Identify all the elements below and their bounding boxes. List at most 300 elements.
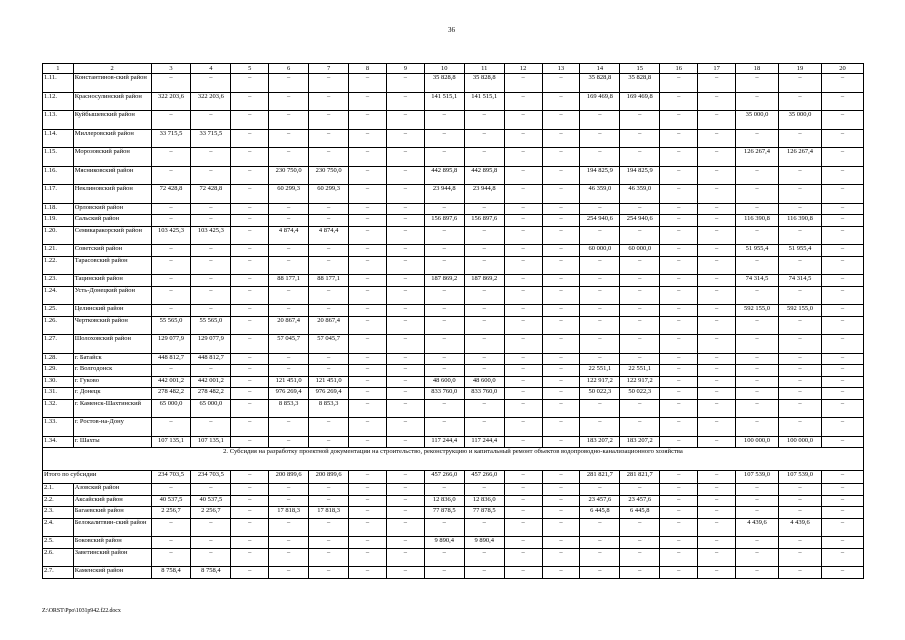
value-cell: 194 825,9 bbox=[580, 166, 620, 185]
value-cell: 117 244,4 bbox=[424, 436, 464, 448]
value-cell: – bbox=[620, 335, 660, 354]
row-number: 1.32. bbox=[43, 399, 74, 418]
value-cell: – bbox=[821, 275, 863, 287]
row-number: 1.11. bbox=[43, 74, 74, 93]
value-cell: – bbox=[386, 129, 424, 148]
value-cell: – bbox=[309, 256, 349, 275]
value-cell: – bbox=[736, 548, 779, 567]
table-row bbox=[43, 74, 864, 93]
value-cell: 169 469,8 bbox=[580, 92, 620, 111]
value-cell: – bbox=[309, 418, 349, 437]
value-cell: – bbox=[542, 74, 580, 93]
value-cell: – bbox=[424, 245, 464, 257]
value-cell: – bbox=[464, 418, 504, 437]
district-name: Аксайский район bbox=[73, 495, 151, 507]
value-cell: – bbox=[580, 537, 620, 549]
value-cell: – bbox=[542, 548, 580, 567]
value-cell: – bbox=[542, 226, 580, 245]
value-cell: 60 000,0 bbox=[620, 245, 660, 257]
value-cell: – bbox=[269, 256, 309, 275]
value-cell: 442 001,2 bbox=[151, 376, 191, 388]
value-cell: – bbox=[309, 129, 349, 148]
value-cell: 23 457,6 bbox=[620, 495, 660, 507]
value-cell: 51 955,4 bbox=[736, 245, 779, 257]
value-cell: – bbox=[698, 537, 736, 549]
value-cell: 9 890,4 bbox=[424, 537, 464, 549]
value-cell: – bbox=[349, 215, 387, 227]
value-cell: 122 917,2 bbox=[580, 376, 620, 388]
value-cell: – bbox=[504, 74, 542, 93]
value-cell: – bbox=[231, 537, 269, 549]
district-name: Неклиновский район bbox=[73, 185, 151, 204]
value-cell: – bbox=[504, 507, 542, 519]
value-cell: 22 551,1 bbox=[620, 365, 660, 377]
value-cell: – bbox=[504, 399, 542, 418]
value-cell: – bbox=[151, 148, 191, 167]
value-cell: 8 853,3 bbox=[309, 399, 349, 418]
value-cell: – bbox=[504, 148, 542, 167]
value-cell: – bbox=[151, 245, 191, 257]
value-cell: – bbox=[424, 353, 464, 365]
district-name: г. Шахты bbox=[73, 436, 151, 448]
row-number: 1.33. bbox=[43, 418, 74, 437]
value-cell: – bbox=[464, 399, 504, 418]
value-cell: – bbox=[504, 185, 542, 204]
value-cell: – bbox=[821, 418, 863, 437]
row-number: 2.2. bbox=[43, 495, 74, 507]
value-cell: – bbox=[542, 484, 580, 496]
value-cell: – bbox=[580, 203, 620, 215]
footer-file-path: Z:\ORST\Ppo\1031p942.f22.docx bbox=[42, 608, 121, 614]
row-number: 1.28. bbox=[43, 353, 74, 365]
value-cell: – bbox=[309, 245, 349, 257]
value-cell: – bbox=[580, 353, 620, 365]
value-cell: – bbox=[269, 245, 309, 257]
row-number: 1.25. bbox=[43, 305, 74, 317]
value-cell: 6 445,8 bbox=[580, 507, 620, 519]
value-cell: – bbox=[736, 286, 779, 305]
column-number: 16 bbox=[660, 64, 698, 74]
value-cell: 194 825,9 bbox=[620, 166, 660, 185]
value-cell: – bbox=[821, 286, 863, 305]
row-number: 1.22. bbox=[43, 256, 74, 275]
value-cell: – bbox=[660, 226, 698, 245]
value-cell: – bbox=[660, 129, 698, 148]
value-cell: – bbox=[620, 286, 660, 305]
value-cell: – bbox=[542, 286, 580, 305]
value-cell: – bbox=[151, 484, 191, 496]
value-cell: – bbox=[504, 92, 542, 111]
value-cell: – bbox=[309, 353, 349, 365]
value-cell: – bbox=[191, 484, 231, 496]
value-cell: – bbox=[698, 484, 736, 496]
column-number: 7 bbox=[309, 64, 349, 74]
value-cell: 976 269,4 bbox=[269, 388, 309, 400]
value-cell: – bbox=[349, 92, 387, 111]
value-cell: – bbox=[231, 215, 269, 227]
value-cell: – bbox=[386, 548, 424, 567]
value-cell: – bbox=[349, 399, 387, 418]
row-number: 1.20. bbox=[43, 226, 74, 245]
value-cell: – bbox=[821, 537, 863, 549]
value-cell: 322 203,6 bbox=[191, 92, 231, 111]
value-cell: – bbox=[386, 484, 424, 496]
value-cell: – bbox=[151, 111, 191, 130]
value-cell: – bbox=[821, 376, 863, 388]
value-cell: – bbox=[464, 256, 504, 275]
value-cell: – bbox=[191, 148, 231, 167]
value-cell: – bbox=[231, 305, 269, 317]
value-cell: – bbox=[620, 256, 660, 275]
value-cell: 8 758,4 bbox=[191, 567, 231, 579]
value-cell: – bbox=[698, 518, 736, 537]
value-cell: – bbox=[504, 256, 542, 275]
value-cell: 33 715,5 bbox=[151, 129, 191, 148]
district-name: Советский район bbox=[73, 245, 151, 257]
value-cell: 442 895,8 bbox=[424, 166, 464, 185]
value-cell: – bbox=[736, 256, 779, 275]
row-number: 1.24. bbox=[43, 286, 74, 305]
value-cell: 169 469,8 bbox=[620, 92, 660, 111]
value-cell: – bbox=[269, 74, 309, 93]
value-cell: 187 869,2 bbox=[464, 275, 504, 287]
value-cell: – bbox=[386, 166, 424, 185]
value-cell: – bbox=[424, 518, 464, 537]
value-cell: – bbox=[191, 245, 231, 257]
value-cell: – bbox=[231, 418, 269, 437]
value-cell: – bbox=[349, 537, 387, 549]
value-cell: – bbox=[580, 226, 620, 245]
value-cell: – bbox=[231, 436, 269, 448]
value-cell: – bbox=[736, 567, 779, 579]
value-cell: – bbox=[424, 129, 464, 148]
value-cell: 46 359,0 bbox=[580, 185, 620, 204]
value-cell: 448 812,7 bbox=[191, 353, 231, 365]
value-cell: 51 955,4 bbox=[778, 245, 821, 257]
value-cell: – bbox=[736, 203, 779, 215]
value-cell: – bbox=[464, 148, 504, 167]
value-cell: – bbox=[504, 215, 542, 227]
value-cell: – bbox=[269, 418, 309, 437]
value-cell: – bbox=[660, 537, 698, 549]
value-cell: – bbox=[464, 245, 504, 257]
value-cell: 35 828,8 bbox=[424, 74, 464, 93]
value-cell: 442 895,8 bbox=[464, 166, 504, 185]
value-cell: – bbox=[424, 567, 464, 579]
value-cell: – bbox=[386, 226, 424, 245]
value-cell: – bbox=[424, 484, 464, 496]
value-cell: – bbox=[309, 92, 349, 111]
value-cell: – bbox=[504, 286, 542, 305]
value-cell: – bbox=[191, 286, 231, 305]
table-row bbox=[43, 275, 864, 287]
value-cell: 107 135,1 bbox=[191, 436, 231, 448]
row-number: 2.3. bbox=[43, 507, 74, 519]
value-cell: – bbox=[424, 286, 464, 305]
value-cell: – bbox=[821, 353, 863, 365]
value-cell: – bbox=[736, 74, 779, 93]
value-cell: 12 836,0 bbox=[464, 495, 504, 507]
value-cell: – bbox=[580, 548, 620, 567]
column-number-row bbox=[43, 64, 864, 74]
table-row bbox=[43, 436, 864, 448]
value-cell: – bbox=[821, 111, 863, 130]
value-cell: 141 515,1 bbox=[464, 92, 504, 111]
total-row bbox=[43, 471, 864, 484]
value-cell: – bbox=[660, 316, 698, 335]
value-cell: – bbox=[698, 399, 736, 418]
value-cell: – bbox=[151, 74, 191, 93]
value-cell: – bbox=[778, 537, 821, 549]
value-cell: – bbox=[821, 166, 863, 185]
value-cell: – bbox=[778, 507, 821, 519]
value-cell: – bbox=[231, 129, 269, 148]
value-cell: – bbox=[660, 507, 698, 519]
value-cell: – bbox=[349, 74, 387, 93]
value-cell: – bbox=[580, 316, 620, 335]
value-cell: – bbox=[821, 185, 863, 204]
total-value-cell: 234 703,5 bbox=[191, 471, 231, 484]
value-cell: 6 445,8 bbox=[620, 507, 660, 519]
value-cell: – bbox=[660, 215, 698, 227]
value-cell: 187 869,2 bbox=[424, 275, 464, 287]
section-heading-row bbox=[43, 448, 864, 471]
district-name: Азовский район bbox=[73, 484, 151, 496]
value-cell: – bbox=[309, 495, 349, 507]
column-number: 4 bbox=[191, 64, 231, 74]
value-cell: – bbox=[386, 256, 424, 275]
value-cell: – bbox=[580, 418, 620, 437]
value-cell: 55 565,0 bbox=[151, 316, 191, 335]
value-cell: – bbox=[349, 365, 387, 377]
value-cell: – bbox=[620, 148, 660, 167]
value-cell: – bbox=[151, 418, 191, 437]
value-cell: – bbox=[736, 335, 779, 354]
value-cell: – bbox=[231, 226, 269, 245]
value-cell: – bbox=[778, 166, 821, 185]
value-cell: – bbox=[424, 365, 464, 377]
value-cell: – bbox=[464, 111, 504, 130]
column-number: 15 bbox=[620, 64, 660, 74]
value-cell: – bbox=[349, 436, 387, 448]
value-cell: – bbox=[542, 245, 580, 257]
value-cell: – bbox=[386, 353, 424, 365]
value-cell: – bbox=[269, 305, 309, 317]
value-cell: 35 828,8 bbox=[464, 74, 504, 93]
value-cell: – bbox=[698, 129, 736, 148]
value-cell: – bbox=[698, 111, 736, 130]
district-name: Сальский район bbox=[73, 215, 151, 227]
column-number: 5 bbox=[231, 64, 269, 74]
table-row bbox=[43, 353, 864, 365]
value-cell: – bbox=[778, 286, 821, 305]
total-value-cell: – bbox=[542, 471, 580, 484]
value-cell: – bbox=[349, 148, 387, 167]
value-cell: – bbox=[736, 226, 779, 245]
value-cell: – bbox=[778, 418, 821, 437]
value-cell: 65 000,0 bbox=[191, 399, 231, 418]
value-cell: – bbox=[580, 567, 620, 579]
row-number: 1.15. bbox=[43, 148, 74, 167]
district-name: Орловский район bbox=[73, 203, 151, 215]
value-cell: 72 428,8 bbox=[151, 185, 191, 204]
value-cell: – bbox=[464, 226, 504, 245]
value-cell: – bbox=[349, 388, 387, 400]
value-cell: – bbox=[386, 495, 424, 507]
value-cell: – bbox=[736, 185, 779, 204]
value-cell: 55 565,0 bbox=[191, 316, 231, 335]
table-row bbox=[43, 166, 864, 185]
row-number: 1.21. bbox=[43, 245, 74, 257]
value-cell: – bbox=[309, 203, 349, 215]
value-cell: – bbox=[424, 399, 464, 418]
district-name: Боковский район bbox=[73, 537, 151, 549]
value-cell: 50 022,3 bbox=[580, 388, 620, 400]
value-cell: – bbox=[269, 548, 309, 567]
value-cell: – bbox=[778, 185, 821, 204]
value-cell: – bbox=[231, 166, 269, 185]
value-cell: – bbox=[821, 518, 863, 537]
value-cell: – bbox=[231, 316, 269, 335]
value-cell: 103 425,3 bbox=[151, 226, 191, 245]
column-number: 9 bbox=[386, 64, 424, 74]
value-cell: – bbox=[151, 548, 191, 567]
total-value-cell: – bbox=[660, 471, 698, 484]
row-number: 2.1. bbox=[43, 484, 74, 496]
value-cell: – bbox=[821, 245, 863, 257]
value-cell: – bbox=[191, 537, 231, 549]
row-number: 2.5. bbox=[43, 537, 74, 549]
row-number: 1.26. bbox=[43, 316, 74, 335]
value-cell: – bbox=[386, 365, 424, 377]
value-cell: – bbox=[349, 166, 387, 185]
value-cell: 126 267,4 bbox=[736, 148, 779, 167]
value-cell: – bbox=[778, 74, 821, 93]
value-cell: – bbox=[660, 111, 698, 130]
value-cell: – bbox=[191, 518, 231, 537]
value-cell: – bbox=[542, 335, 580, 354]
row-number: 1.18. bbox=[43, 203, 74, 215]
value-cell: – bbox=[424, 111, 464, 130]
value-cell: – bbox=[660, 436, 698, 448]
value-cell: – bbox=[821, 365, 863, 377]
total-value-cell: 234 703,5 bbox=[151, 471, 191, 484]
value-cell: – bbox=[736, 92, 779, 111]
value-cell: 33 715,5 bbox=[191, 129, 231, 148]
value-cell: – bbox=[386, 537, 424, 549]
value-cell: – bbox=[349, 418, 387, 437]
value-cell: – bbox=[698, 215, 736, 227]
total-value-cell: 200 899,6 bbox=[269, 471, 309, 484]
value-cell: 72 428,8 bbox=[191, 185, 231, 204]
value-cell: – bbox=[736, 353, 779, 365]
district-name: Красносулинский район bbox=[73, 92, 151, 111]
value-cell: – bbox=[269, 111, 309, 130]
value-cell: – bbox=[349, 495, 387, 507]
value-cell: 121 451,0 bbox=[269, 376, 309, 388]
value-cell: – bbox=[151, 215, 191, 227]
value-cell: 278 482,2 bbox=[151, 388, 191, 400]
district-name: г. Донецк bbox=[73, 388, 151, 400]
value-cell: – bbox=[231, 507, 269, 519]
value-cell: – bbox=[580, 129, 620, 148]
value-cell: – bbox=[698, 286, 736, 305]
value-cell: – bbox=[504, 203, 542, 215]
table-row bbox=[43, 518, 864, 537]
value-cell: – bbox=[464, 316, 504, 335]
column-number: 11 bbox=[464, 64, 504, 74]
value-cell: – bbox=[269, 484, 309, 496]
value-cell: 57 045,7 bbox=[269, 335, 309, 354]
column-number: 13 bbox=[542, 64, 580, 74]
value-cell: 129 077,9 bbox=[191, 335, 231, 354]
value-cell: – bbox=[821, 256, 863, 275]
value-cell: – bbox=[309, 567, 349, 579]
value-cell: – bbox=[231, 484, 269, 496]
total-value-cell: – bbox=[386, 471, 424, 484]
value-cell: – bbox=[620, 567, 660, 579]
total-value-cell: 281 821,7 bbox=[580, 471, 620, 484]
row-number: 1.27. bbox=[43, 335, 74, 354]
value-cell: – bbox=[349, 305, 387, 317]
value-cell: – bbox=[542, 256, 580, 275]
value-cell: – bbox=[309, 148, 349, 167]
value-cell: – bbox=[269, 365, 309, 377]
value-cell: – bbox=[504, 335, 542, 354]
table-row bbox=[43, 388, 864, 400]
value-cell: – bbox=[424, 316, 464, 335]
table-row bbox=[43, 111, 864, 130]
value-cell: – bbox=[580, 111, 620, 130]
value-cell: 156 897,6 bbox=[464, 215, 504, 227]
value-cell: 254 940,6 bbox=[580, 215, 620, 227]
value-cell: 156 897,6 bbox=[424, 215, 464, 227]
value-cell: – bbox=[349, 185, 387, 204]
value-cell: 8 758,4 bbox=[151, 567, 191, 579]
value-cell: – bbox=[309, 215, 349, 227]
value-cell: – bbox=[349, 567, 387, 579]
value-cell: – bbox=[386, 567, 424, 579]
value-cell: – bbox=[660, 518, 698, 537]
value-cell: 22 551,1 bbox=[580, 365, 620, 377]
value-cell: – bbox=[231, 335, 269, 354]
value-cell: – bbox=[269, 203, 309, 215]
value-cell: – bbox=[660, 548, 698, 567]
column-number: 10 bbox=[424, 64, 464, 74]
column-number: 6 bbox=[269, 64, 309, 74]
value-cell: – bbox=[504, 316, 542, 335]
value-cell: – bbox=[736, 537, 779, 549]
column-number: 8 bbox=[349, 64, 387, 74]
value-cell: 23 457,6 bbox=[580, 495, 620, 507]
value-cell: – bbox=[309, 548, 349, 567]
value-cell: – bbox=[821, 316, 863, 335]
value-cell: – bbox=[542, 129, 580, 148]
value-cell: – bbox=[698, 275, 736, 287]
value-cell: – bbox=[349, 353, 387, 365]
value-cell: – bbox=[269, 537, 309, 549]
value-cell: – bbox=[386, 286, 424, 305]
value-cell: 40 537,5 bbox=[151, 495, 191, 507]
value-cell: – bbox=[698, 495, 736, 507]
total-value-cell: – bbox=[231, 471, 269, 484]
value-cell: – bbox=[620, 537, 660, 549]
value-cell: – bbox=[424, 548, 464, 567]
value-cell: – bbox=[620, 518, 660, 537]
value-cell: – bbox=[349, 376, 387, 388]
value-cell: – bbox=[736, 418, 779, 437]
value-cell: – bbox=[424, 418, 464, 437]
